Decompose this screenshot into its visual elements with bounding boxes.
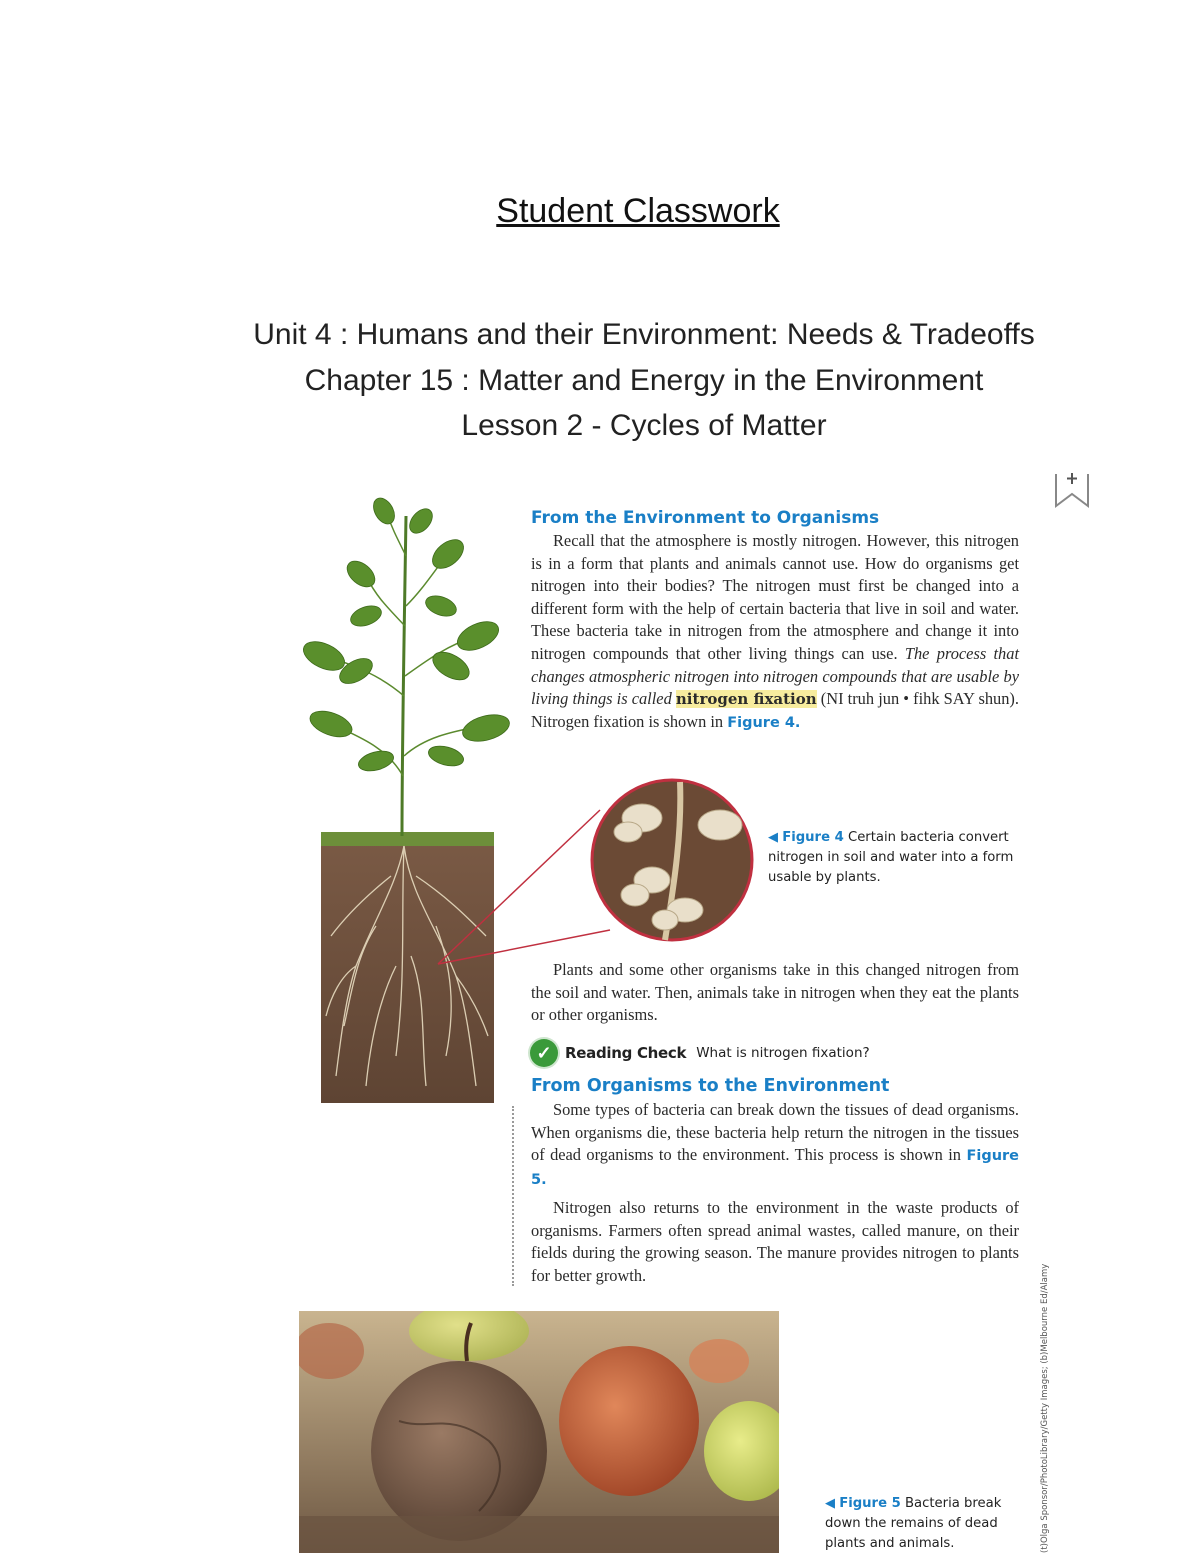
chapter-heading: Chapter 15 : Matter and Energy in the Environment bbox=[304, 364, 984, 397]
reading-check: ✓ Reading Check What is nitrogen fixation? bbox=[530, 1038, 870, 1068]
caption-pointer-icon: ◀ bbox=[768, 830, 778, 845]
rotting-apples-photo bbox=[299, 1311, 779, 1553]
section1-paragraph-2: Plants and some other organisms take in this changed nitrogen from the soil and water. Then, animals take in nitrogen when they eat the plants or other organisms. bbox=[531, 960, 1019, 1025]
root-nodule-zoom bbox=[420, 770, 760, 970]
checkmark-icon: ✓ bbox=[530, 1039, 558, 1067]
unit-heading: Unit 4 : Humans and their Environment: Needs & Tradeoffs bbox=[253, 318, 1035, 351]
bookmark-add-icon[interactable] bbox=[1052, 470, 1092, 510]
figure5-caption: ◀ Figure 5 Bacteria break down the remains of dead plants and animals. bbox=[825, 1496, 1002, 1551]
section2-paragraph: Some types of bacteria can break down the tissues of dead organisms. When organisms die, these bacteria help return the nitrogen in the tissues of dead organisms to the environment. This process is shown in Figure 5. bbox=[531, 1100, 1019, 1188]
figure5-link[interactable]: Figure 5. bbox=[531, 1148, 1019, 1188]
caption-pointer-icon: ◀ bbox=[825, 1496, 835, 1511]
figure4-link[interactable]: Figure 4. bbox=[727, 714, 801, 731]
section2-paragraph-2: Nitrogen also returns to the environment in the waste products of organisms. Farmers often spread animal wastes, called manure, on their fields during the growing season. The manure provides nitrogen to plants for better growth. bbox=[531, 1198, 1019, 1285]
photo-credit: (t)Olga Sponsor/PhotoLibrary/Getty Images; (b)Melbourne Ed/Alamy bbox=[1040, 1263, 1050, 1553]
page-title: Student Classwork bbox=[496, 192, 780, 230]
margin-divider bbox=[512, 1106, 514, 1286]
section1-paragraph: Recall that the atmosphere is mostly nitrogen. However, this nitrogen is in a form that plants and animals cannot use. How do organisms get nitrogen into their bodies? The nitrogen must first be changed into a different form with the help of certain bacteria that live in soil and water. These bacteria take in nitrogen from the atmosphere and change it into nitrogen compounds that other living things can use. The process that changes atmospheric nitrogen into nitrogen compounds that are usable by living things is called nitrogen fixation (NI truh jun • fihk SAY shun). Nitrogen fixation is shown in Figure 4. bbox=[531, 531, 1020, 731]
section-heading-organisms-to-environment: From Organisms to the Environment bbox=[531, 1076, 890, 1096]
section-heading-environment-to-organisms: From the Environment to Organisms bbox=[531, 508, 880, 528]
lesson-heading: Lesson 2 - Cycles of Matter bbox=[461, 409, 827, 442]
term-nitrogen-fixation: nitrogen fixation bbox=[675, 690, 817, 709]
figure4-caption: ◀ Figure 4 Certain bacteria convert nitrogen in soil and water into a form usable by plants. bbox=[768, 830, 1014, 885]
